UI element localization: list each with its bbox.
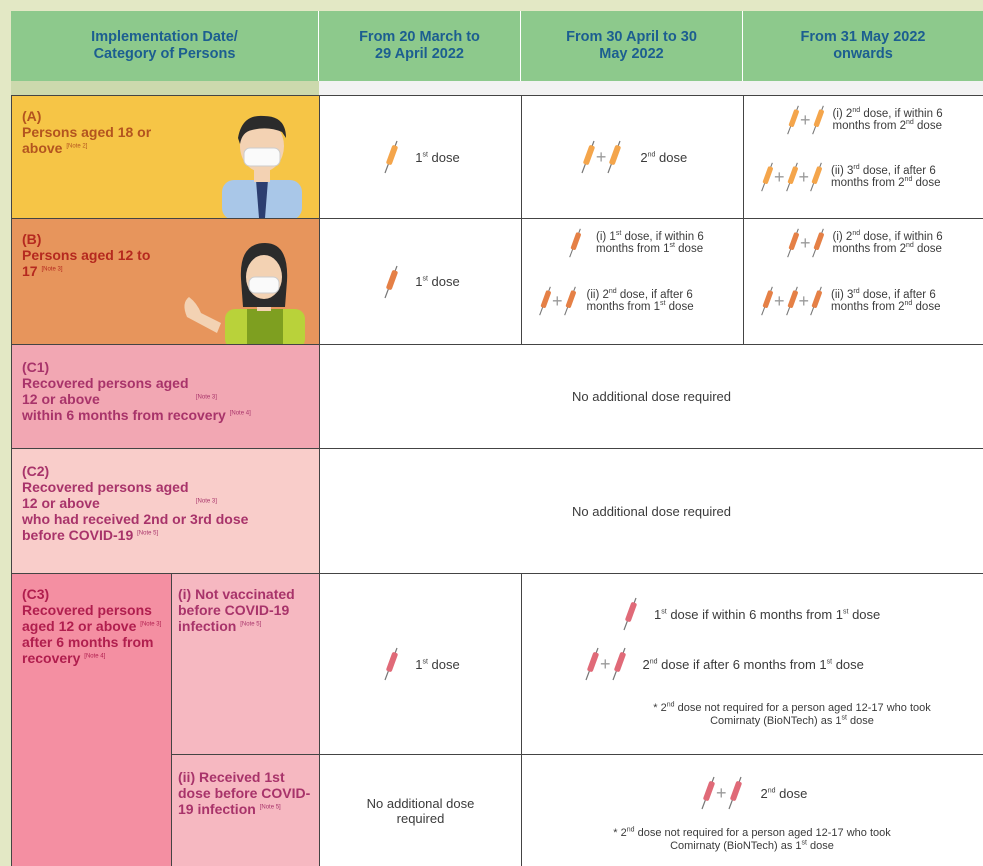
syringe-icon xyxy=(807,161,825,193)
row-c1-label xyxy=(11,344,319,448)
row-c1-id: (C1) xyxy=(22,359,50,375)
header-period-2-label: From 30 April to 30 May 2022 xyxy=(566,29,697,62)
header-period-3 xyxy=(743,11,983,81)
row-c2-note2: [Note 5] xyxy=(137,530,159,537)
syringe-icon xyxy=(604,139,624,175)
header-period-1-label: From 20 March to 29 April 2022 xyxy=(359,29,480,62)
row-c3-ii-label xyxy=(171,754,319,866)
header-strip-white xyxy=(319,81,983,95)
row-c2-note1: [Note 3] xyxy=(195,498,217,505)
row-b-col1: 1st dose xyxy=(319,218,521,344)
syringe-icon xyxy=(809,227,827,259)
syringe-icon xyxy=(561,285,579,317)
row-c2-title: Recovered persons aged 12 or above xyxy=(22,479,189,511)
plus-icon: + xyxy=(595,146,607,167)
row-a-note: [Note 2] xyxy=(66,143,88,150)
row-c3-ii-col23: + 2nd dose * 2nd dose not required for a person aged 12-17 who took Comirnaty (BioNTech) as 1st dose xyxy=(521,754,983,866)
row-c3-i-label xyxy=(171,573,319,754)
row-a-col3-ii-text: dose, if after 6 months from xyxy=(831,164,936,189)
row-a-col3-i-text: dose, if within 6 months from xyxy=(832,107,943,132)
row-c3-ii-text: dose xyxy=(779,785,808,801)
row-c1-title2: within 6 months from recovery xyxy=(22,407,226,423)
row-c2-title2: who had received 2nd or 3rd dose before COVID-19 xyxy=(22,511,249,543)
row-b-label xyxy=(11,218,319,344)
row-c3-note2: [Note 4] xyxy=(84,653,106,660)
row-c1-value xyxy=(319,344,983,448)
plus-icon: + xyxy=(800,109,811,130)
row-c2-label xyxy=(11,448,319,573)
syringe-icon xyxy=(381,139,401,175)
plus-icon: + xyxy=(798,290,810,311)
syringe-icon xyxy=(698,775,718,811)
row-c3-id: (C3) xyxy=(22,586,50,602)
row-a-title: Persons aged 18 or above xyxy=(22,124,152,156)
row-c3-ii-footnote: dose not required for a person aged 12-17 who took Comirnaty (BioNTech) as xyxy=(637,827,891,852)
row-b-title: Persons aged 12 to 17 xyxy=(22,247,151,279)
syringe-icon xyxy=(582,646,602,682)
row-c3-i-col1-text: dose xyxy=(431,656,460,672)
row-c3-i-col1: 1st dose xyxy=(319,573,521,754)
plus-icon: + xyxy=(774,290,785,311)
row-c3-i-note: [Note 5] xyxy=(240,621,262,628)
row-c3-ii-title: (ii) Received 1st dose before COVID-19 infection xyxy=(178,769,311,817)
row-c2-value xyxy=(319,448,983,573)
row-a-col3-i-id: (i) xyxy=(832,107,843,120)
header-period-1 xyxy=(319,11,521,81)
syringe-icon xyxy=(381,264,401,300)
header-strip xyxy=(11,81,319,95)
header-category xyxy=(11,11,319,81)
row-a-col3: + (i) 2nd dose, if within 6 months from 2nd dose + + (ii) 3rd dose, if after 6 months from 2nd dose xyxy=(743,95,983,218)
syringe-icon xyxy=(807,285,825,317)
syringe-icon xyxy=(725,775,745,811)
row-b-col1-text: dose xyxy=(431,274,460,289)
row-c3-ii-note: [Note 5] xyxy=(259,804,281,811)
syringe-icon xyxy=(578,139,598,175)
row-a-id: (A) xyxy=(22,108,42,124)
row-a-col1: 1st dose xyxy=(319,95,521,218)
plus-icon: + xyxy=(552,290,563,311)
row-c3-i-line2: dose if after 6 months from xyxy=(661,656,816,672)
plus-icon: + xyxy=(600,653,611,674)
header-period-3-label: From 31 May 2022 onwards xyxy=(800,29,926,62)
plus-icon: + xyxy=(800,232,811,253)
plus-icon: + xyxy=(774,166,785,187)
syringe-icon xyxy=(381,646,401,682)
row-c1-note2: [Note 4] xyxy=(229,410,251,417)
syringe-icon xyxy=(620,596,640,632)
row-b-id: (B) xyxy=(22,231,42,247)
row-a-col1-text: dose xyxy=(431,149,460,165)
row-c3-i-title: (i) Not vaccinated before COVID-19 infection xyxy=(178,586,295,634)
row-b-note: [Note 3] xyxy=(41,266,63,273)
man-with-mask-illustration xyxy=(212,108,307,218)
row-c3-ii-col1-text: No additional dose required xyxy=(366,795,475,826)
row-c3-i-col23: 1st dose if within 6 months from 1st dose + 2nd dose if after 6 months from 1st dose * 2nd dose not required for a person aged 12-17 who took Comirnaty (BioNTech) as 1st dose xyxy=(521,573,983,754)
header-period-2 xyxy=(521,11,743,81)
row-c1-title: Recovered persons aged 12 or above xyxy=(22,375,189,407)
syringe-icon xyxy=(566,227,584,259)
row-c2-text: No additional dose required xyxy=(572,503,731,519)
row-c3-i-line1: dose if within 6 months from xyxy=(670,606,833,622)
plus-icon: + xyxy=(798,166,810,187)
plus-icon: + xyxy=(716,782,727,803)
row-c3-title2: after 6 months from recovery xyxy=(22,634,154,666)
girl-with-mask-illustration xyxy=(177,237,312,345)
row-c3-note1: [Note 3] xyxy=(140,621,162,628)
row-b-col2: (i) 1st dose, if within 6 months from 1st dose + (ii) 2nd dose, if after 6 months from 1st dose xyxy=(521,218,743,344)
row-a-label xyxy=(11,95,319,218)
row-b-col3: + (i) 2nd dose, if within 6 months from 2nd dose + + (ii) 3rd dose, if after 6 months from 2nd dose xyxy=(743,218,983,344)
syringe-icon xyxy=(809,104,827,136)
row-c3-title: Recovered persons aged 12 or above xyxy=(22,602,152,634)
header-category-label: Implementation Date/ Category of Persons xyxy=(91,29,238,62)
row-c1-note1: [Note 3] xyxy=(195,394,217,401)
row-c3-i-footnote: dose not required for a person aged 12-17 who took Comirnaty (BioNTech) as xyxy=(677,702,931,727)
row-a-col3-ii-id: (ii) xyxy=(831,164,844,177)
row-c3-ii-col1 xyxy=(319,754,521,866)
row-c3-label xyxy=(11,573,171,866)
row-a-col2: + 2nd dose xyxy=(521,95,743,218)
syringe-icon xyxy=(609,646,629,682)
row-c1-text: No additional dose required xyxy=(572,389,731,404)
row-a-col2-text: dose xyxy=(658,149,688,165)
row-c2-id: (C2) xyxy=(22,463,50,479)
